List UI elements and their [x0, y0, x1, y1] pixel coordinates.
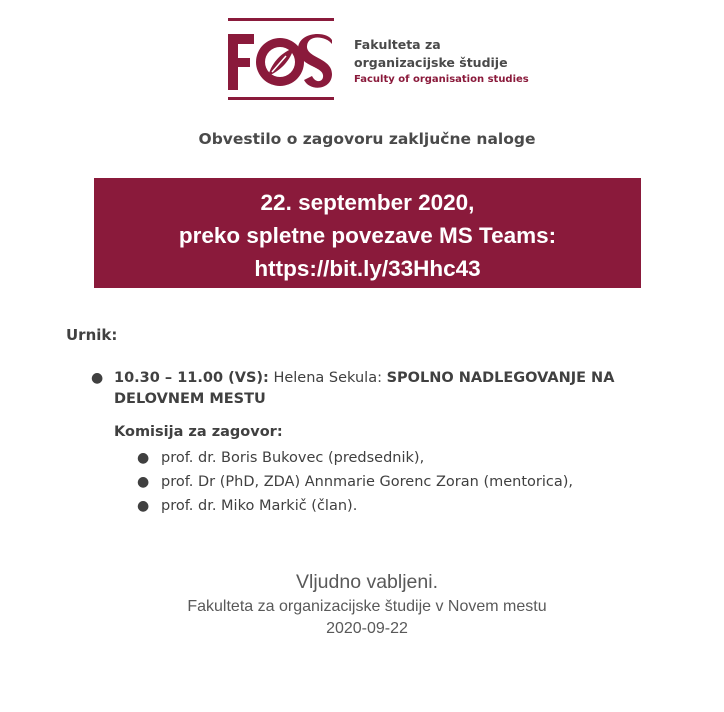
committee-member-name: prof. Dr (PhD, ZDA) Annmarie Gorenc Zoran (mentorica),: [161, 474, 574, 490]
defense-student: Helena Sekula:: [273, 370, 382, 386]
committee-member-name: prof. dr. Boris Bukovec (predsednik),: [161, 450, 425, 466]
notice-subtitle: Obvestilo o zagovoru zaključne naloge: [198, 130, 536, 148]
faculty-logo: [228, 18, 529, 102]
logo-top-bar: [228, 18, 334, 21]
banner-teams-text: preko spletne povezave MS Teams:: [178, 223, 557, 248]
committee-member: [114, 494, 686, 518]
logo-bottom-bar: [228, 97, 334, 100]
bullet-icon: ●: [137, 474, 150, 490]
defense-entry: [66, 368, 686, 410]
logo-wordmark: [354, 36, 529, 88]
logo-name-line1: Fakulteta za: [354, 37, 441, 52]
defense-time: 10.30 – 11.00 (VS):: [114, 370, 269, 386]
banner-date: 22. september 2020,: [260, 190, 475, 215]
defense-title: SPOLNO NADLEGOVANJE NA DELOVNEM MESTU: [114, 370, 615, 407]
banner-teams-link[interactable]: https://bit.ly/33Hhc43: [254, 256, 481, 281]
logo-name-english: Faculty of organisation studies: [354, 74, 529, 85]
footer-greeting: Vljudno vabljeni.: [295, 571, 438, 593]
schedule-section: [66, 326, 686, 518]
footer-date: 2020-09-22: [326, 620, 408, 637]
schedule-label: Urnik:: [66, 326, 118, 344]
fos-logo-mark: [228, 32, 334, 92]
date-link-banner: [94, 178, 641, 288]
committee-member: [114, 470, 686, 494]
logo-name-line2: organizacijske študije: [354, 55, 508, 70]
bullet-icon: ●: [137, 498, 150, 514]
committee-block: [66, 422, 686, 518]
bullet-icon: ●: [91, 370, 104, 386]
bullet-icon: ●: [137, 450, 150, 466]
committee-member-name: prof. dr. Miko Markič (član).: [161, 498, 358, 514]
committee-member: [114, 446, 686, 470]
invitation-footer: [0, 568, 724, 640]
footer-institution: Fakulteta za organizacijske študije v Novem mestu: [187, 598, 547, 615]
committee-label: Komisija za zagovor:: [114, 424, 283, 440]
